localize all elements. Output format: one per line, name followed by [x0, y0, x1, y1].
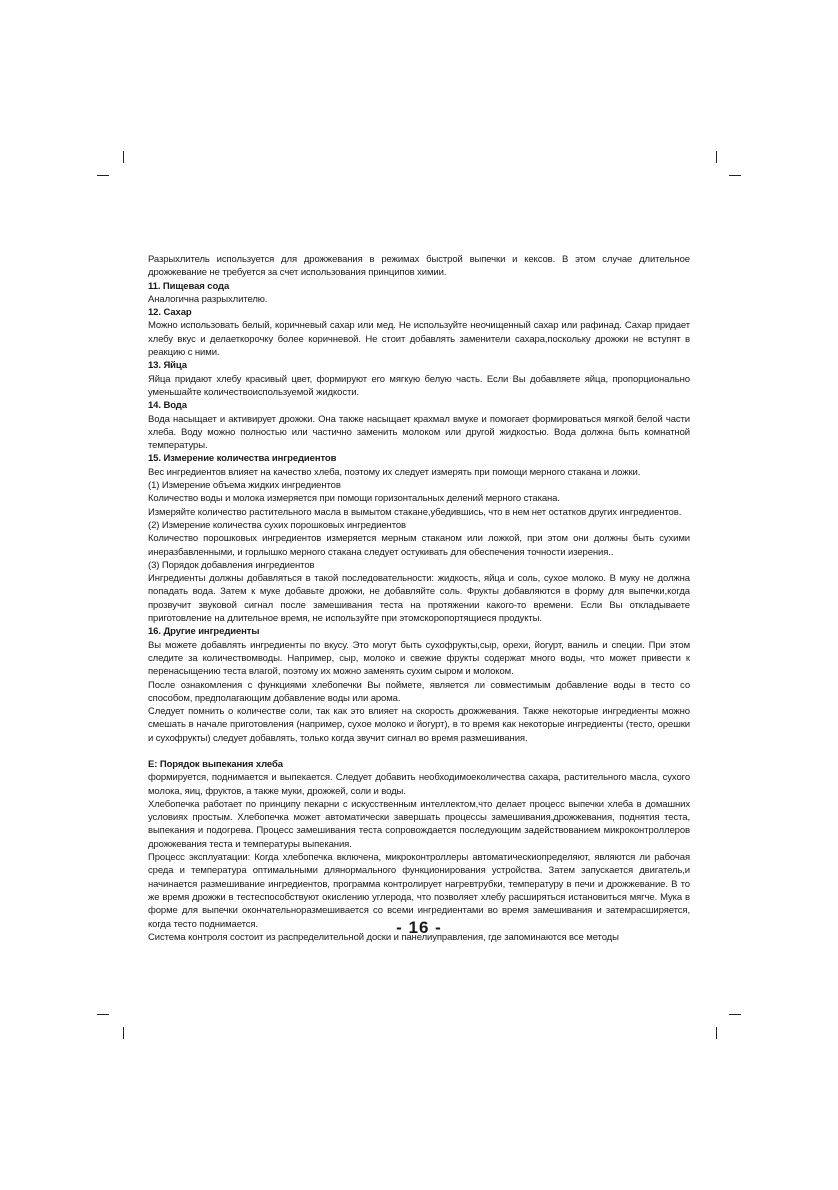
- body-paragraph: (1) Измерение объема жидких ингредиентов: [148, 480, 341, 492]
- section-heading: 13. Яйца: [148, 360, 187, 372]
- body-paragraph: Хлебопечка работает по принципу пекарни с искусственным интеллектом,что делает процесс выпечки хлеба в домашних условиях простым. Хлебопечка может автоматически завершать процессы замешивания,дрожжевания, поднятия теста, выпекания и подогрева. Процесс замешивания теста сопровождается последующим задействованием микроконтроллеров дрожжевания теста и температуры выпекания.: [148, 798, 690, 850]
- crop-mark-top-left-horizontal: [97, 175, 109, 176]
- body-paragraph: Можно использовать белый, коричневый сахар или мед. Не используйте неочищенный сахар или рафинад. Сахар придает хлебу вкус и делаеткорочку более коричневой. Не стоит добавлять заменители сахара,поскольку дрожжи не вступят в реакцию с ними.: [148, 320, 690, 359]
- crop-mark-top-right-vertical: [716, 151, 717, 163]
- page-number: - 16 -: [396, 918, 442, 937]
- crop-mark-bottom-right-vertical: [716, 1027, 717, 1039]
- body-paragraph: Вес ингредиентов влияет на качество хлеба, поэтому их следует измерять при помощи мерного стакана и ложки.: [148, 466, 641, 478]
- section-heading: E: Порядок выпекания хлеба: [148, 758, 283, 770]
- section-heading: 15. Измерение количества ингредиентов: [148, 453, 337, 465]
- body-paragraph: формируется, поднимается и выпекается. Следует добавить необходимоеколичества сахара, растительного масла, сухого молока, яиц, фруктов, а также муки, дрожжей, соли и воды.: [148, 772, 690, 797]
- body-paragraph: (2) Измерение количества сухих порошковых ингредиентов: [148, 519, 406, 531]
- body-paragraph: Количество воды и молока измеряется при помощи горизонтальных делений мерного стакана.: [148, 493, 560, 505]
- body-paragraph: Аналогична разрыхлителю.: [148, 293, 268, 305]
- body-paragraph: Количество порошковых ингредиентов измеряется мерным стаканом или ложкой, при этом они должны быть сухими инеразбавленными, и горлышко мерного стакана следует остукивать для обеспечения точности изерения..: [148, 533, 690, 558]
- body-paragraph: Следует помнить о количестве соли, так как это влияет на скорость дрожжевания. Также некоторые ингредиенты можно смешать в начале приготовления (например, сухое молоко и йогурт), в то время как некоторые ингредиенты (тесто, орешки и сухофрукты) следует добавлять, только когда звучит сигнал во время размешивания.: [148, 706, 690, 744]
- body-paragraph: Вода насыщает и активирует дрожжи. Она также насыщает крахмал вмуке и помогает формироваться мягкой белой части хлеба. Воду можно полностью или частично заменить молоком или другой жидкостью. Вода должна быть комнатной температуры.: [148, 413, 690, 452]
- crop-mark-bottom-right-horizontal: [729, 1014, 741, 1015]
- crop-mark-bottom-left-vertical: [123, 1027, 124, 1039]
- body-paragraph: (3) Порядок добавления ингредиентов: [148, 559, 315, 571]
- crop-mark-bottom-left-horizontal: [97, 1014, 109, 1015]
- body-paragraph: Яйца придают хлебу красивый цвет, формируют его мягкую белую часть. Если Вы добавляете яйца, пропорционально уменьшайте количествоиспользуемой жидкости.: [148, 373, 690, 398]
- crop-mark-top-right-horizontal: [729, 175, 741, 176]
- section-heading: 14. Вода: [148, 400, 187, 412]
- body-paragraph: Ингредиенты должны добавляться в такой последовательности: жидкость, яйца и соль, сухое молоко. В муку не должна попадать вода. Затем к муке добавьте дрожжи, не добавляйте соль. Фрукты добавляются в форму для выпечки,когда прозвучит звуковой сигнал после замешивания теста на протяжении какого-то времени. Если Вы откладываете приготовление на длительное время, не используйте при этомскоропортящиеся продукты.: [148, 573, 690, 625]
- crop-mark-top-left-vertical: [123, 151, 124, 163]
- body-paragraph: Система контроля состоит из распределительной доски и панелиуправления, где запоминаются все методы: [148, 931, 619, 943]
- body-paragraph: Процесс эксплуатации: Когда хлебопечка включена, микроконтроллеры автоматическиопределяют, являются ли рабочая среда и температура оптимальными длянормального функционирования устройства. Затем запускается двигатель,и начинается размешивание ингредиентов, программа контролирует нагревтрубки, температуру в печи и дрожжевание. В то же время дрожжи в тестеспособствуют окислению углерода, что позволяет хлебу расширяться истановиться мягче. Мука в форме для выпечки окончательноразмешивается со всеми ингредиентами во время замешивания и затемрасширяется, когда тесто поднимается.: [148, 852, 690, 930]
- manual-body-text: [148, 253, 690, 944]
- section-heading: 12. Сахар: [148, 307, 192, 319]
- body-paragraph: Вы можете добавлять ингредиенты по вкусу. Это могут быть сухофрукты,сыр, орехи, йогурт, ваниль и специи. При этом следите за количествомводы. Например, сыр, молоко и свежие фрукты содержат много воды, что может привести к перенасыщению теста влагой, поэтому их можно заменять сухим сыром и молоком.: [148, 639, 690, 678]
- section-heading: 16. Другие ингредиенты: [148, 626, 260, 638]
- body-paragraph: После ознакомления с функциями хлебопечки Вы поймете, является ли совместимым добавление воды в тесто со способом, предполагающим добавление воды или арома.: [148, 679, 690, 704]
- body-paragraph: Измеряйте количество растительного масла в вымытом стакане,убедившись, что в нем нет остатков других ингредиентов.: [148, 506, 682, 518]
- section-heading: 11. Пищевая сода: [148, 280, 230, 292]
- body-paragraph: Разрыхлитель используется для дрожжевания в режимах быстрой выпечки и кексов. В этом случае длительное дрожжевание не требуется за счет использования принципов химии.: [148, 254, 690, 279]
